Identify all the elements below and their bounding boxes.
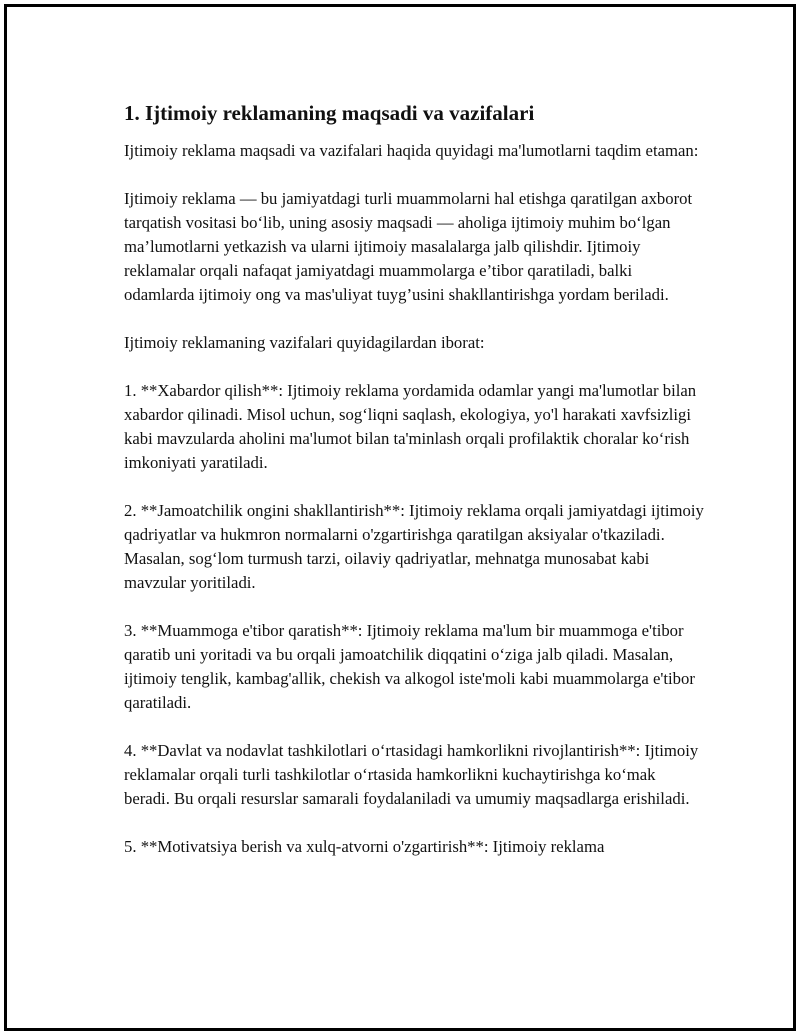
- document-page: [4, 4, 796, 1031]
- definition-paragraph: Ijtimoiy reklama — bu jamiyatdagi turli muammolarni hal etishga qaratilgan axborot tarqatish vositasi bo‘lib, uning asosiy maqsadi — aholiga ijtimoiy muhim bo‘lgan ma’lumotlarni yetkazish va ularni ijtimoiy masalalarga jalb qilishdir. Ijtimoiy reklamalar orqali nafaqat jamiyatdagi muammolarga e’tibor qaratiladi, balki odamlarda ijtimoiy ong va mas'uliyat tuyg’usini shakllantirishga yordam beriladi.: [124, 189, 693, 304]
- task-item-4: 4. **Davlat va nodavlat tashkilotlari o‘rtasidagi hamkorlikni rivojlantirish**: Ijtimoiy reklamalar orqali turli tashkilotlar o‘rtasida hamkorlikni kuchaytirishga ko‘mak beradi. Bu orqali resurslar samarali foydalaniladi va umumiy maqsadlarga erishiladi.: [124, 741, 699, 808]
- document-content: [124, 99, 704, 859]
- task-item-5: 5. **Motivatsiya berish va xulq-atvorni o'zgartirish**: Ijtimoiy reklama: [124, 837, 605, 856]
- intro-paragraph: Ijtimoiy reklama maqsadi va vazifalari haqida quyidagi ma'lumotlarni taqdim etaman:: [124, 141, 699, 160]
- section-heading: 1. Ijtimoiy reklamaning maqsadi va vazifalari: [124, 101, 535, 125]
- task-item-2: 2. **Jamoatchilik ongini shakllantirish**: Ijtimoiy reklama orqali jamiyatdagi ijtimoiy qadriyatlar va hukmron normalarni o'zgartirishga qaratilgan aksiyalar o'tkaziladi. Masalan, sog‘lom turmush tarzi, oilaviy qadriyatlar, mehnatga munosabat kabi mavzular yoritiladi.: [124, 501, 704, 592]
- task-item-1: 1. **Xabardor qilish**: Ijtimoiy reklama yordamida odamlar yangi ma'lumotlar bilan xabardor qilinadi. Misol uchun, sog‘liqni saqlash, ekologiya, yo'l harakati xavfsizligi kabi mavzularda aholini ma'lumot bilan ta'minlash orqali profilaktik choralar ko‘rish imkoniyati yaratiladi.: [124, 381, 697, 472]
- task-item-3: 3. **Muammoga e'tibor qaratish**: Ijtimoiy reklama ma'lum bir muammoga e'tibor qaratib uni yoritadi va bu orqali jamoatchilik diqqatini o‘ziga jalb qiladi. Masalan, ijtimoiy tenglik, kambag'allik, chekish va alkogol iste'moli kabi muammolarga e'tibor qaratiladi.: [124, 621, 695, 712]
- tasks-intro-paragraph: Ijtimoiy reklamaning vazifalari quyidagilardan iborat:: [124, 333, 485, 352]
